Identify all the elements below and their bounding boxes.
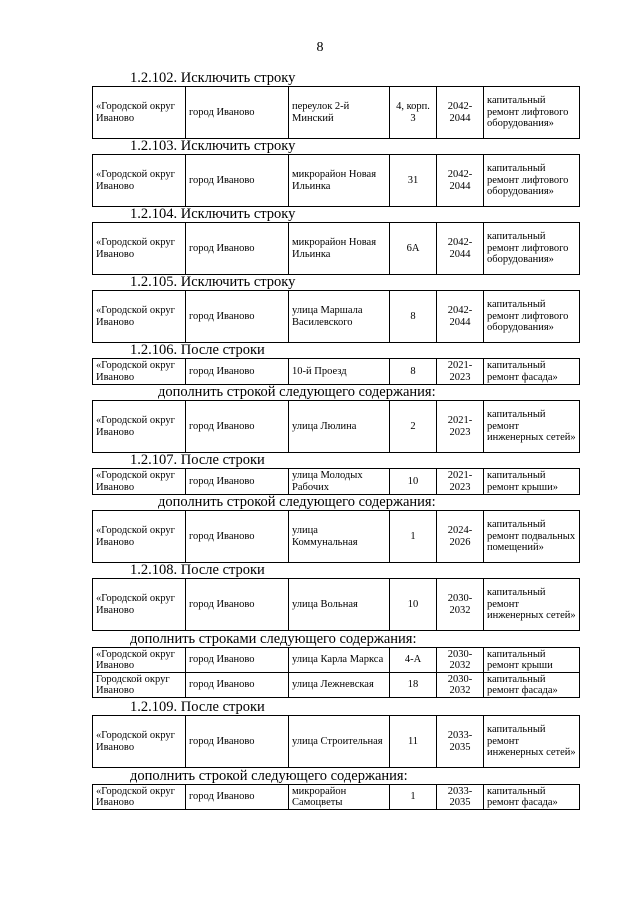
table-row: [93, 673, 580, 698]
section-heading: дополнить строками следующего содержания:: [130, 631, 417, 647]
cell-period: 2042-2044: [437, 291, 484, 343]
cell-municipality: «Городской округ Иваново: [93, 716, 186, 768]
cell-settlement: город Иваново: [186, 648, 289, 673]
data-table: [92, 400, 580, 453]
cell-street: улица Молодых Рабочих: [289, 469, 390, 495]
cell-work-type: капитальный ремонт подвальных помещений»: [484, 511, 580, 563]
cell-municipality: «Городской округ Иваново: [93, 469, 186, 495]
table-row: [93, 155, 580, 207]
section-heading: дополнить строкой следующего содержания:: [158, 384, 436, 400]
cell-period: 2030-2032: [437, 648, 484, 673]
data-table: [92, 468, 580, 495]
cell-municipality: «Городской округ Иваново: [93, 359, 186, 385]
cell-municipality: «Городской округ Иваново: [93, 87, 186, 139]
cell-house: 10: [390, 469, 437, 495]
cell-period: 2033-2035: [437, 716, 484, 768]
cell-work-type: капитальный ремонт лифтового оборудования»: [484, 223, 580, 275]
cell-work-type: капитальный ремонт лифтового оборудования»: [484, 87, 580, 139]
cell-settlement: город Иваново: [186, 579, 289, 631]
cell-house: 4, корп. 3: [390, 87, 437, 139]
section-heading: дополнить строкой следующего содержания:: [158, 494, 436, 510]
cell-municipality: «Городской округ Иваново: [93, 401, 186, 453]
cell-period: 2033-2035: [437, 785, 484, 810]
cell-settlement: город Иваново: [186, 716, 289, 768]
cell-house: 1: [390, 511, 437, 563]
cell-municipality: «Городской округ Иваново: [93, 648, 186, 673]
table-row: [93, 223, 580, 275]
cell-period: 2021-2023: [437, 469, 484, 495]
cell-street: 10-й Проезд: [289, 359, 390, 385]
cell-house: 4-А: [390, 648, 437, 673]
table-row: [93, 716, 580, 768]
cell-municipality: «Городской округ Иваново: [93, 223, 186, 275]
cell-work-type: капитальный ремонт лифтового оборудования»: [484, 155, 580, 207]
cell-period: 2021-2023: [437, 401, 484, 453]
cell-work-type: капитальный ремонт инженерных сетей»: [484, 579, 580, 631]
cell-street: улица Строительная: [289, 716, 390, 768]
cell-house: 18: [390, 673, 437, 698]
cell-settlement: город Иваново: [186, 87, 289, 139]
cell-period: 2030-2032: [437, 673, 484, 698]
cell-municipality: «Городской округ Иваново: [93, 579, 186, 631]
cell-period: 2042-2044: [437, 87, 484, 139]
cell-street: улица Карла Маркса: [289, 648, 390, 673]
cell-settlement: город Иваново: [186, 291, 289, 343]
cell-settlement: город Иваново: [186, 469, 289, 495]
cell-work-type: капитальный ремонт крыши: [484, 648, 580, 673]
cell-settlement: город Иваново: [186, 223, 289, 275]
table-row: [93, 401, 580, 453]
section-heading: 1.2.105. Исключить строку: [130, 274, 296, 290]
cell-work-type: капитальный ремонт инженерных сетей»: [484, 716, 580, 768]
cell-municipality: Городской округ Иваново: [93, 673, 186, 698]
cell-street: улица Люлина: [289, 401, 390, 453]
data-table: [92, 784, 580, 810]
data-table: [92, 86, 580, 139]
section-heading: 1.2.108. После строки: [130, 562, 265, 578]
cell-work-type: капитальный ремонт инженерных сетей»: [484, 401, 580, 453]
cell-work-type: капитальный ремонт фасада»: [484, 673, 580, 698]
cell-house: 8: [390, 359, 437, 385]
section-heading: 1.2.106. После строки: [130, 342, 265, 358]
section-heading: дополнить строкой следующего содержания:: [130, 768, 408, 784]
cell-house: 8: [390, 291, 437, 343]
section-heading: 1.2.103. Исключить строку: [130, 138, 296, 154]
data-table: [92, 510, 580, 563]
cell-settlement: город Иваново: [186, 673, 289, 698]
page-number: 8: [316, 40, 324, 55]
cell-house: 2: [390, 401, 437, 453]
section-heading: 1.2.102. Исключить строку: [130, 70, 296, 86]
cell-house: 6А: [390, 223, 437, 275]
cell-municipality: «Городской округ Иваново: [93, 155, 186, 207]
cell-street: микрорайон Новая Ильинка: [289, 155, 390, 207]
cell-work-type: капитальный ремонт крыши»: [484, 469, 580, 495]
cell-period: 2042-2044: [437, 223, 484, 275]
cell-street: улица Вольная: [289, 579, 390, 631]
cell-house: 10: [390, 579, 437, 631]
cell-period: 2042-2044: [437, 155, 484, 207]
table-row: [93, 511, 580, 563]
cell-settlement: город Иваново: [186, 511, 289, 563]
cell-street: улица Маршала Василевского: [289, 291, 390, 343]
table-row: [93, 291, 580, 343]
cell-street: улица Коммунальная: [289, 511, 390, 563]
table-row: [93, 469, 580, 495]
cell-settlement: город Иваново: [186, 785, 289, 810]
data-table: [92, 715, 580, 768]
cell-period: 2021-2023: [437, 359, 484, 385]
cell-settlement: город Иваново: [186, 155, 289, 207]
table-row: [93, 648, 580, 673]
cell-work-type: капитальный ремонт фасада»: [484, 359, 580, 385]
cell-street: микрорайон Самоцветы: [289, 785, 390, 810]
cell-street: микрорайон Новая Ильинка: [289, 223, 390, 275]
data-table: [92, 154, 580, 207]
cell-period: 2024-2026: [437, 511, 484, 563]
table-row: [93, 579, 580, 631]
cell-settlement: город Иваново: [186, 401, 289, 453]
cell-work-type: капитальный ремонт лифтового оборудования»: [484, 291, 580, 343]
cell-municipality: «Городской округ Иваново: [93, 291, 186, 343]
cell-house: 31: [390, 155, 437, 207]
table-row: [93, 87, 580, 139]
section-heading: 1.2.104. Исключить строку: [130, 206, 296, 222]
table-row: [93, 785, 580, 810]
data-table: [92, 358, 580, 385]
cell-work-type: капитальный ремонт фасада»: [484, 785, 580, 810]
cell-house: 1: [390, 785, 437, 810]
data-table: [92, 290, 580, 343]
cell-street: улица Лежневская: [289, 673, 390, 698]
cell-municipality: «Городской округ Иваново: [93, 511, 186, 563]
section-heading: 1.2.109. После строки: [130, 699, 265, 715]
data-table: [92, 647, 580, 698]
data-table: [92, 578, 580, 631]
cell-settlement: город Иваново: [186, 359, 289, 385]
data-table: [92, 222, 580, 275]
cell-municipality: «Городской округ Иваново: [93, 785, 186, 810]
cell-street: переулок 2-й Минский: [289, 87, 390, 139]
cell-period: 2030-2032: [437, 579, 484, 631]
table-row: [93, 359, 580, 385]
cell-house: 11: [390, 716, 437, 768]
section-heading: 1.2.107. После строки: [130, 452, 265, 468]
